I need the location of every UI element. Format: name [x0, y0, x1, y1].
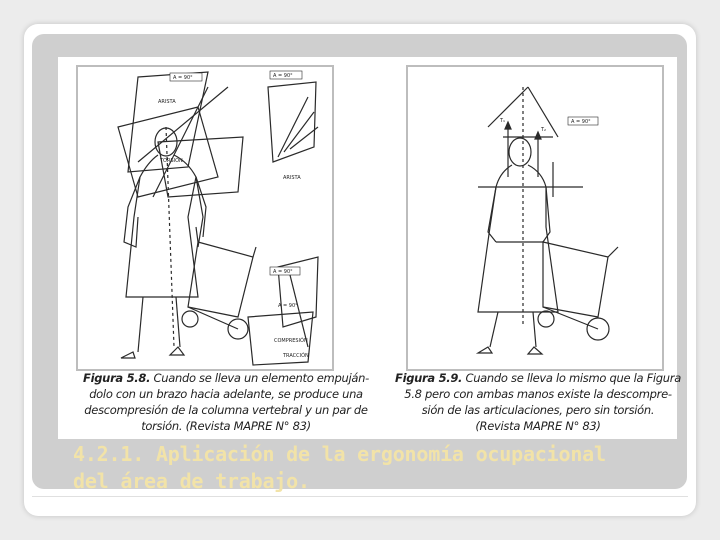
fig58-label-9: TRACCIÓN [283, 353, 309, 359]
figure-5-9-caption [388, 370, 688, 434]
fig59-label-1: A = 90° [571, 119, 591, 125]
caption-line: Cuando se lleva lo mismo que la Figura [462, 371, 681, 385]
heading-line-1: 4.2.1. Aplicación de la ergonomía ocupacional [73, 442, 606, 466]
fig58-label-3: ARISTA [158, 99, 176, 105]
fig58-label-1: A = 90° [173, 75, 193, 81]
fig59-label-3: T₂ [541, 127, 547, 133]
figure-5-9-label: Figura 5.9. [395, 371, 463, 385]
fig58-label-8: COMPRESIÓN [274, 338, 308, 344]
fig58-label-5: ARISTA [283, 175, 301, 181]
figure-5-8-label: Figura 5.8. [83, 371, 151, 385]
figure-panel [58, 57, 681, 439]
caption-line: (Revista MAPRE N° 83) [475, 419, 601, 433]
caption-line: descompresión de la columna vertebral y un par de [84, 403, 368, 417]
divider [32, 496, 688, 497]
woman-pushing-cart-two-hands-illustration [408, 67, 662, 369]
heading-line-2: del área de trabajo. [73, 469, 310, 493]
fig59-label-2: T₁ [500, 118, 506, 124]
section-heading [73, 441, 703, 495]
figure-5-9-drawing [406, 65, 664, 371]
fig58-label-6: A = 90° [273, 269, 293, 275]
caption-line: sión de las articulaciones, pero sin torsión. [421, 403, 655, 417]
figure-5-8-drawing [76, 65, 334, 371]
caption-line: dolo con un brazo hacia adelante, se produce una [89, 387, 363, 401]
slide [24, 24, 696, 516]
figure-5-8-caption [76, 370, 376, 434]
fig58-label-7: A = 90° [278, 303, 298, 309]
caption-line: torsión. (Revista MAPRE N° 83) [141, 419, 311, 433]
fig58-label-4: TORSIÓN [160, 158, 183, 164]
woman-pushing-cart-one-hand-illustration [78, 67, 332, 369]
fig58-label-2: A = 90° [273, 73, 293, 79]
caption-line: Cuando se lleva un elemento empuján- [150, 371, 369, 385]
caption-line: 5.8 pero con ambas manos existe la descompre- [404, 387, 672, 401]
